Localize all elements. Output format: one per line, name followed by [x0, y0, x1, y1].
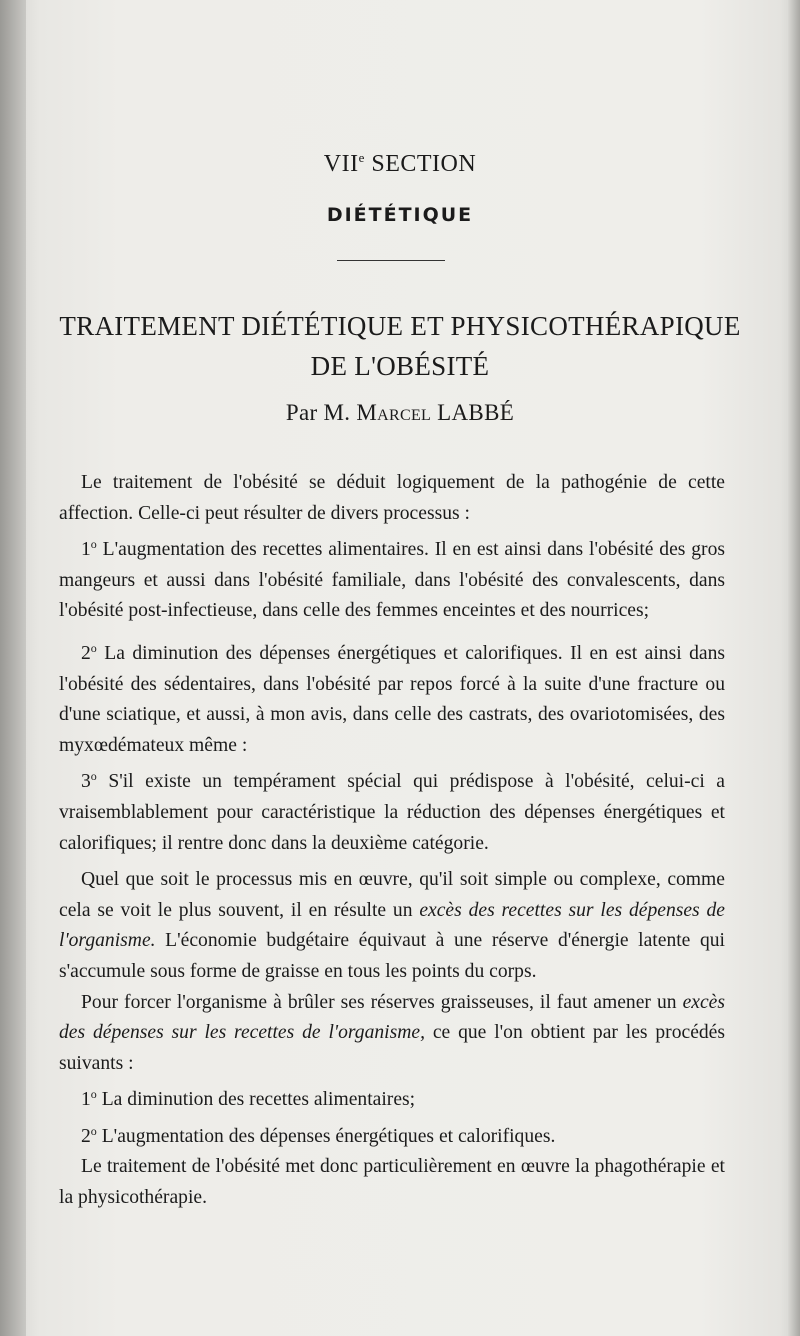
ordinal-mark: o — [90, 769, 97, 784]
paragraph-cause-1 — [59, 529, 725, 627]
paragraph-text: S'il existe un tempérament spécial qui prédispose à l'obésité, celui-ci a vraisemblablement pour caractéristique la réduction des dépenses énergétiques et calorifiques; il rentre donc dans la deuxième catégorie. — [59, 771, 725, 854]
paragraph-step-2 — [59, 1116, 725, 1153]
ordinal-number: 3 — [81, 771, 91, 793]
paragraph-step-1 — [59, 1079, 725, 1116]
paragraph-text: L'économie budgétaire équivaut à une réserve d'énergie latente qui s'accumule sous forme de graisse en tous les points du corps. — [59, 930, 725, 982]
paragraph-emphasis: excès des dépenses sur les recettes de l'organisme, — [59, 991, 725, 1044]
section-label: SECTION — [371, 151, 477, 177]
author-byline — [0, 400, 800, 426]
article-title-line2: DE L'OBÉSITÉ — [310, 351, 490, 381]
article-body — [59, 468, 725, 1214]
byline-prefix: Par M. — [285, 400, 351, 425]
ordinal-mark: o — [90, 1087, 97, 1102]
ordinal-mark: o — [90, 640, 97, 655]
ordinal-number: 2 — [81, 642, 91, 664]
paragraph-text: L'augmentation des dépenses énergétiques et calorifiques. — [101, 1125, 556, 1147]
section-subtitle: DIÉTÉTIQUE — [326, 204, 474, 226]
article-title — [0, 306, 800, 386]
paragraph-text: ce que l'on obtient par les procédés suivants : — [59, 1022, 726, 1074]
ordinal-number: 1 — [81, 539, 91, 561]
author-first-name: Marcel — [356, 400, 432, 425]
article-title-line1: TRAITEMENT DIÉTÉTIQUE ET PHYSICOTHÉRAPIQUE — [59, 311, 741, 341]
page-gutter-shadow — [0, 0, 26, 1336]
paragraph-text: L'augmentation des recettes alimentaires. Il en est ainsi dans l'obésité des gros mangeurs et aussi dans l'obésité familiale, dans l'obésité des convalescents, dans l'obésité post-infectieuse, dans celle des femmes enceintes et des nourrices; — [59, 539, 725, 622]
ordinal-mark: o — [90, 537, 97, 552]
paragraph-emphasis: excès des recettes sur les dépenses de l'organisme. — [59, 899, 725, 952]
ordinal-number: 1 — [81, 1089, 91, 1111]
paragraph-method — [59, 988, 725, 1080]
ordinal-mark: o — [90, 1123, 97, 1138]
heading-divider — [337, 260, 445, 261]
section-number: VII — [323, 151, 359, 177]
section-heading — [0, 150, 800, 178]
ordinal-number: 2 — [81, 1125, 91, 1147]
paragraph-intro: Le traitement de l'obésité se déduit logiquement de la pathogénie de cette affection. Celle-ci peut résulter de divers processus : — [59, 472, 725, 524]
section-number-suffix: e — [358, 150, 365, 165]
paragraph-text: La diminution des recettes alimentaires; — [101, 1089, 416, 1111]
paragraph-conclusion: Le traitement de l'obésité met donc particulièrement en œuvre la phagothérapie et la physicothérapie. — [59, 1156, 725, 1209]
paragraph-cause-3 — [59, 761, 725, 859]
paragraph-text: La diminution des dépenses énergétiques et calorifiques. Il en est ainsi dans l'obésité des sédentaires, dans l'obésité par repos forcé à la suite d'une fracture ou d'une sciatique, et aussi, à mon avis, dans celle des castrats, des ovariotomisées, des myxœdémateux même : — [59, 642, 725, 756]
paragraph-text: Quel que soit le processus mis en œuvre, qu'il soit simple ou complexe, comme cela se voit le plus souvent, il en résulte un — [59, 869, 725, 921]
author-last-name: LABBÉ — [437, 400, 515, 425]
paragraph-text: Pour forcer l'organisme à brûler ses réserves graisseuses, il faut amener un — [81, 991, 683, 1013]
paragraph-cause-2 — [59, 633, 725, 761]
page-right-edge — [788, 0, 800, 1336]
paragraph-process — [59, 865, 725, 987]
